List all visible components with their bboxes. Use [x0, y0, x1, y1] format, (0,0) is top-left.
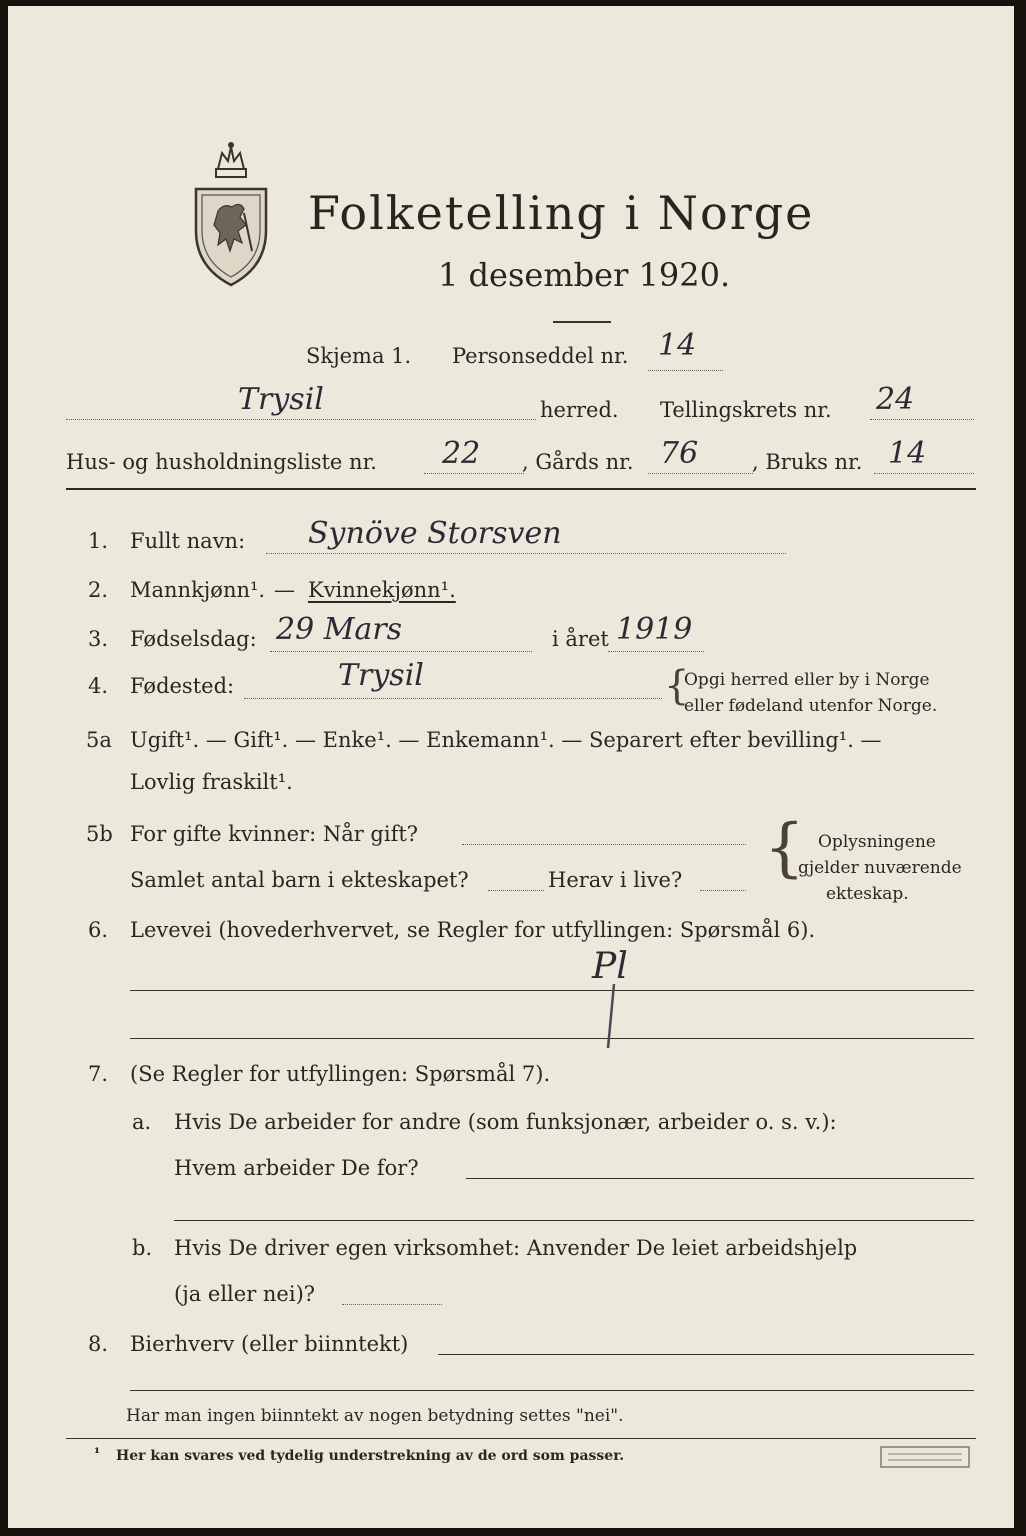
q6-number: 6. — [88, 918, 109, 942]
side-income-label: Bierhverv (eller biinntekt) — [130, 1332, 409, 1356]
printer-stamp — [880, 1446, 970, 1468]
occupation-label: Levevei (hovederhvervet, se Regler for utfyllingen: Spørsmål 6). — [130, 918, 816, 942]
tellingskrets-field-line — [870, 419, 974, 420]
birthplace-note-brace: { — [664, 663, 690, 709]
schema-label: Skjema 1. — [306, 344, 412, 368]
gards-label: , Gårds nr. — [522, 450, 634, 474]
marriage-note-line1: Oplysningene — [818, 832, 936, 852]
marriage-note-line2: gjelder nuværende — [798, 858, 962, 878]
q5a-number: 5a — [86, 728, 112, 752]
hired-help-field-line — [342, 1304, 442, 1305]
birthdate-label: Fødselsdag: — [130, 627, 257, 651]
marriage-note-line3: ekteskap. — [826, 884, 909, 904]
birth-year-value[interactable]: 1919 — [616, 612, 693, 647]
norwegian-coat-of-arms — [188, 139, 274, 289]
husliste-value[interactable]: 22 — [442, 436, 481, 471]
personseddel-field-line — [648, 370, 723, 371]
birthplace-note-line2: eller fødeland utenfor Norge. — [684, 696, 938, 716]
birthdate-field-line — [270, 651, 532, 652]
tellingskrets-label: Tellingskrets nr. — [660, 398, 832, 422]
married-when-label: For gifte kvinner: Når gift? — [130, 822, 419, 846]
children-alive-field-line — [700, 890, 746, 891]
form-title: Folketelling i Norge — [308, 186, 815, 240]
census-form — [8, 6, 1014, 1528]
q7-number: 7. — [88, 1062, 109, 1086]
occupation-value[interactable]: Pl — [592, 946, 628, 987]
herred-field-line — [66, 419, 536, 420]
birthplace-field-line — [244, 698, 662, 699]
gards-value[interactable]: 76 — [660, 436, 699, 471]
personseddel-label: Personseddel nr. — [452, 344, 629, 368]
q5b-number: 5b — [86, 822, 113, 846]
children-total-field-line — [488, 890, 544, 891]
birth-year-label: i året — [552, 627, 609, 651]
married-when-field-line — [462, 844, 746, 845]
gender-male-option[interactable]: Mannkjønn¹. — [130, 578, 266, 602]
footer-separator — [66, 1438, 976, 1439]
q7b-letter: b. — [132, 1236, 153, 1260]
q8-number: 8. — [88, 1332, 109, 1356]
employer-field-line-2 — [174, 1220, 974, 1221]
q4-number: 4. — [88, 674, 109, 698]
tellingskrets-value[interactable]: 24 — [876, 382, 915, 417]
full-name-field-line — [266, 553, 786, 554]
q1-label: Fullt navn: — [130, 529, 246, 553]
birthdate-value[interactable]: 29 Mars — [276, 612, 403, 647]
header-separator — [66, 488, 976, 490]
full-name-value[interactable]: Synöve Storsven — [308, 516, 562, 551]
employer-label: Hvem arbeider De for? — [174, 1156, 419, 1180]
children-alive-label: Herav i live? — [548, 868, 683, 892]
side-income-field-line — [438, 1354, 974, 1355]
q7-label: (Se Regler for utfyllingen: Spørsmål 7). — [130, 1062, 551, 1086]
census-date: 1 desember 1920. — [438, 256, 731, 294]
hired-help-label: (ja eller nei)? — [174, 1282, 316, 1306]
bruks-field-line — [874, 473, 974, 474]
marital-status-options[interactable]: Ugift¹. — Gift¹. — Enke¹. — Enkemann¹. — Separert efter bevilling¹. — — [130, 728, 882, 752]
q3-number: 3. — [88, 627, 109, 651]
q2-number: 2. — [88, 578, 109, 602]
footnote-text: Her kan svares ved tydelig understrekning av de ord som passer. — [116, 1448, 625, 1464]
q7b-line1: Hvis De driver egen virksomhet: Anvender De leiet arbeidshjelp — [174, 1236, 858, 1260]
q7a-letter: a. — [132, 1110, 152, 1134]
occupation-line-1 — [130, 990, 974, 991]
occupation-line-2 — [130, 1038, 974, 1039]
personseddel-value[interactable]: 14 — [658, 328, 697, 363]
marital-status-divorced[interactable]: Lovlig fraskilt¹. — [130, 770, 293, 794]
bruks-label: , Bruks nr. — [752, 450, 863, 474]
birthplace-value[interactable]: Trysil — [338, 658, 424, 693]
no-income-note: Har man ingen biinntekt av nogen betydning settes "nei". — [126, 1406, 624, 1426]
employer-field-line — [466, 1178, 974, 1179]
q7a-line1: Hvis De arbeider for andre (som funksjonær, arbeider o. s. v.): — [174, 1110, 837, 1134]
q1-number: 1. — [88, 529, 109, 553]
children-total-label: Samlet antal barn i ekteskapet? — [130, 868, 469, 892]
husliste-label: Hus- og husholdningsliste nr. — [66, 450, 377, 474]
gender-female-option[interactable]: Kvinnekjønn¹. — [308, 578, 456, 602]
birthplace-note-line1: Opgi herred eller by i Norge — [684, 670, 930, 690]
birthplace-label: Fødested: — [130, 674, 235, 698]
herred-value[interactable]: Trysil — [238, 382, 324, 417]
herred-label: herred. — [540, 398, 619, 422]
gender-separator: — — [274, 578, 295, 602]
side-income-field-line-2 — [130, 1390, 974, 1391]
title-divider — [553, 321, 611, 323]
husliste-field-line — [424, 473, 524, 474]
marriage-note-brace: { — [764, 811, 805, 885]
footnote-mark: ¹ — [94, 1446, 101, 1462]
bruks-value[interactable]: 14 — [888, 436, 927, 471]
gards-field-line — [648, 473, 753, 474]
birth-year-field-line — [608, 651, 704, 652]
occupation-pencil-stroke — [600, 982, 620, 1052]
